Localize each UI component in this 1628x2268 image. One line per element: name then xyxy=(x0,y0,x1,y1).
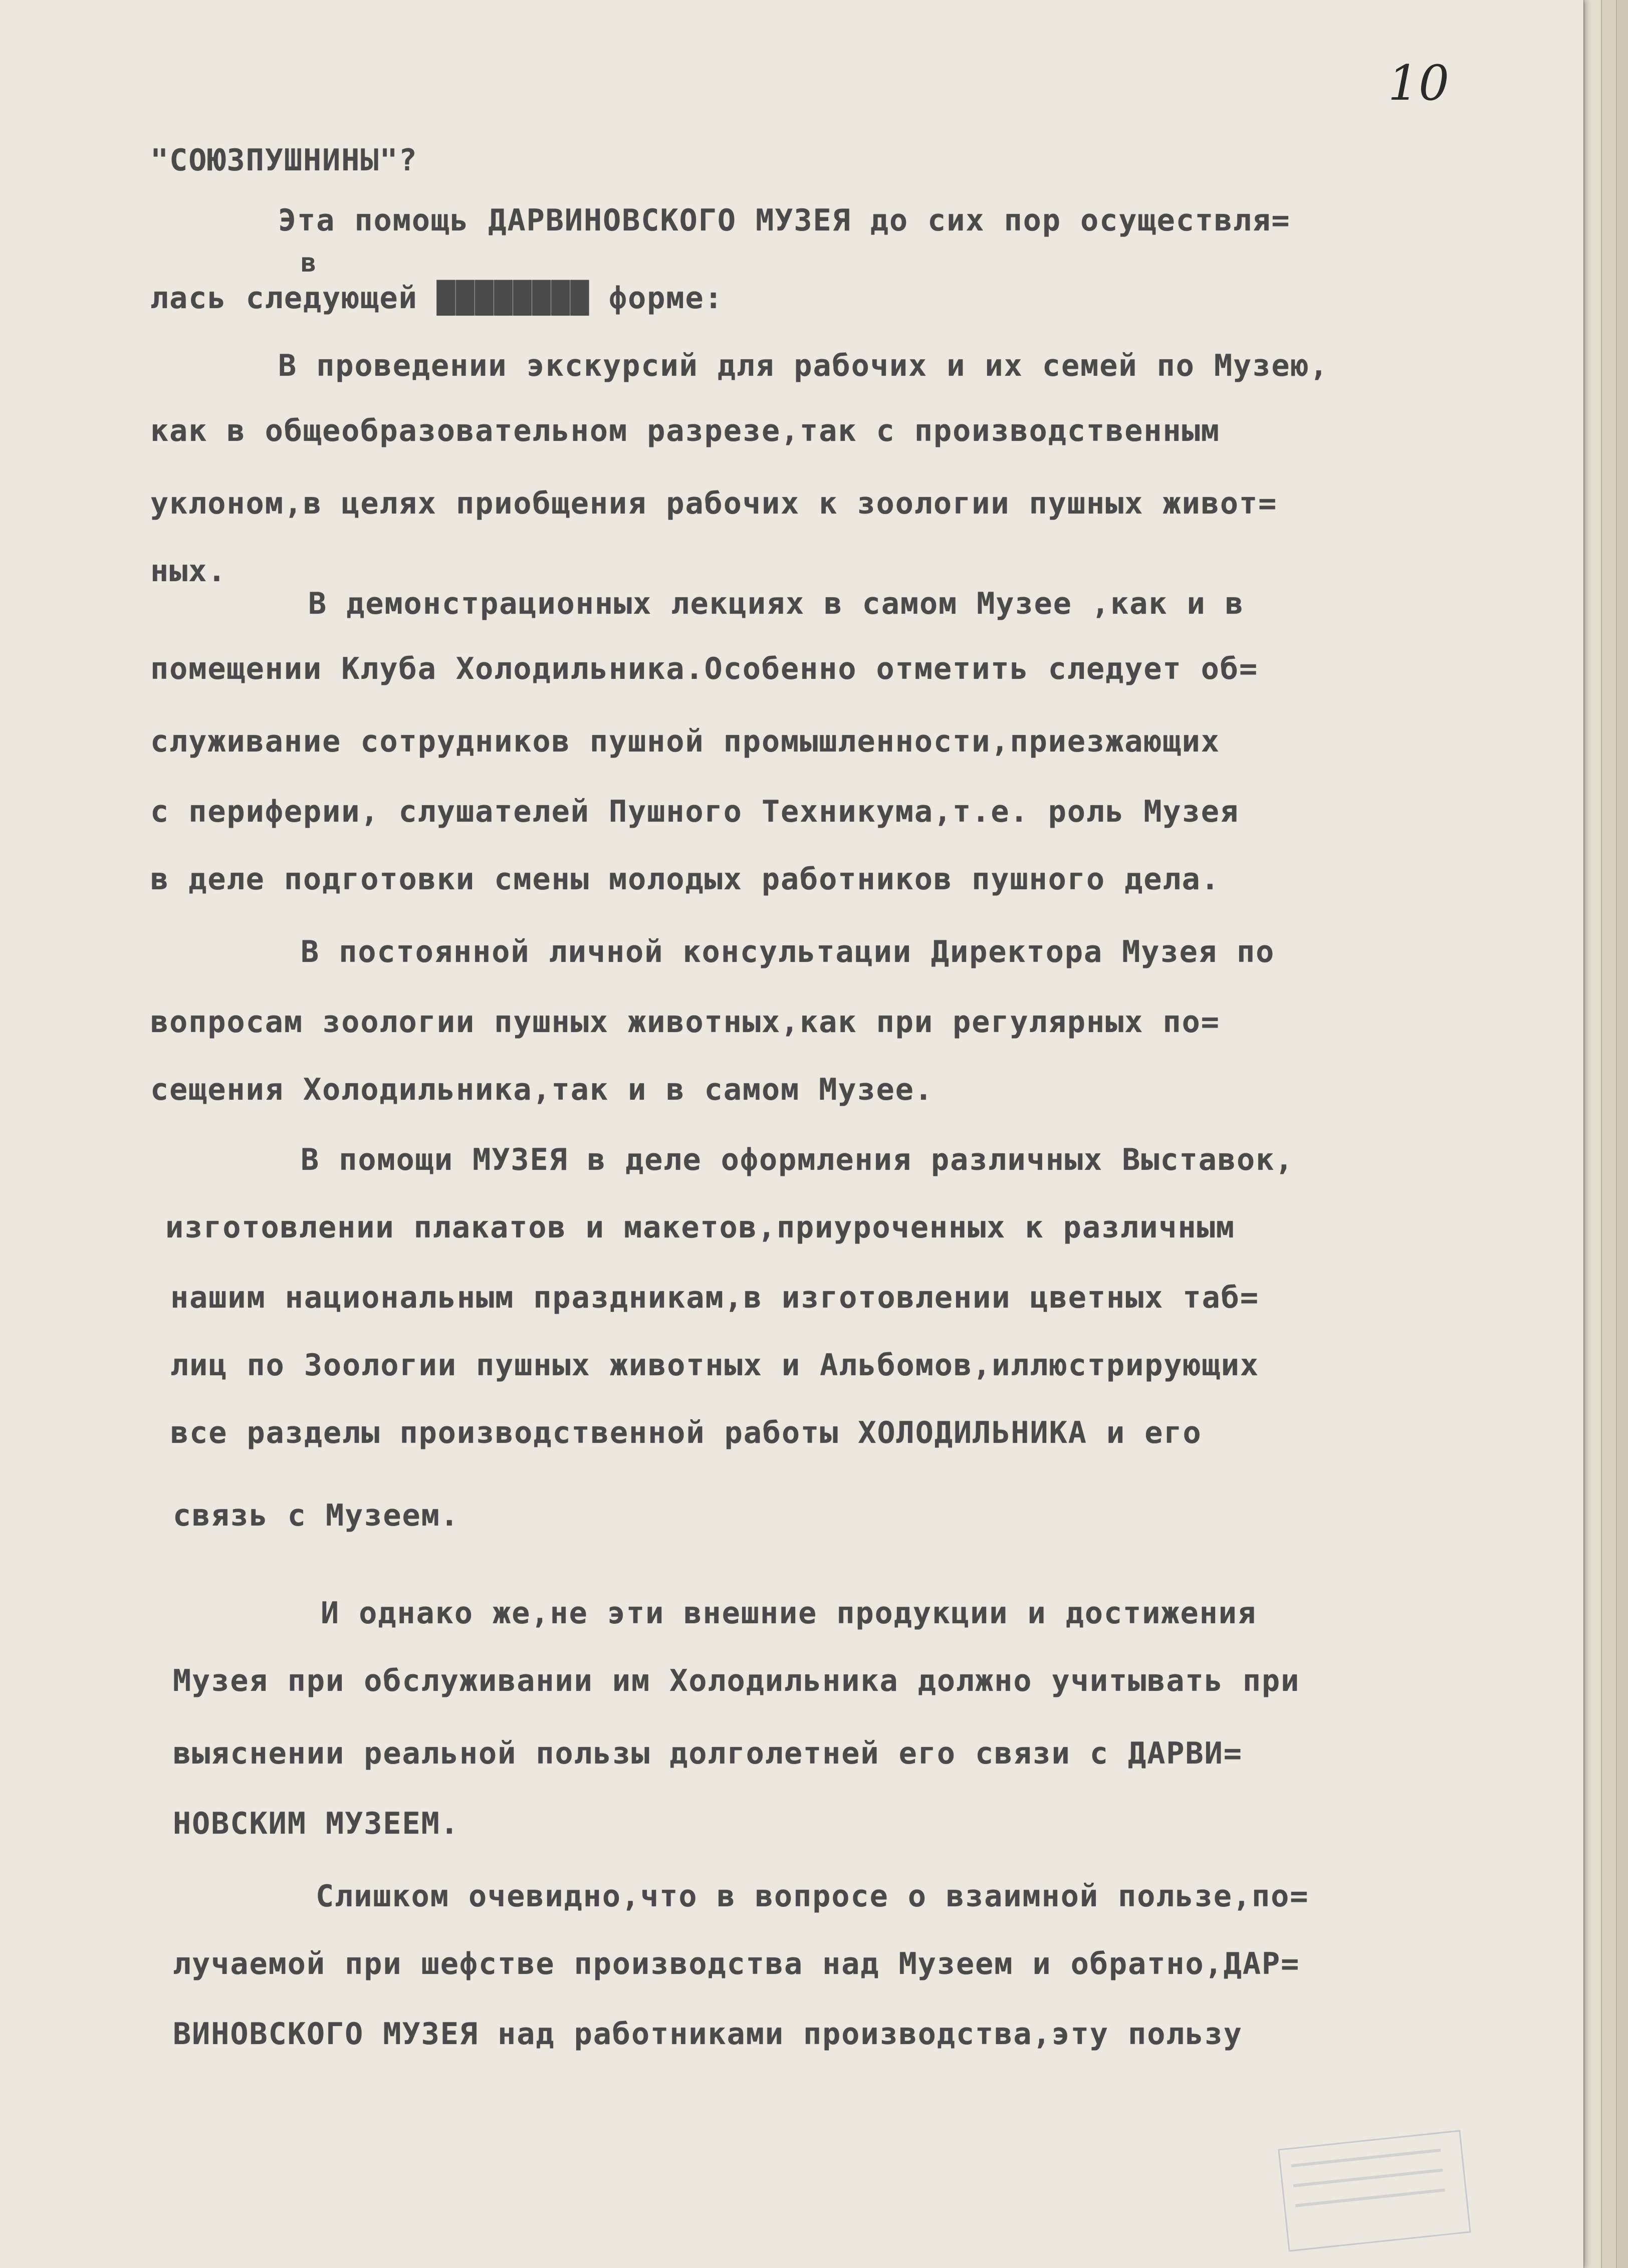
text-line: нашим национальным праздникам,в изготовлении цветных таб= xyxy=(170,1280,1260,1315)
text-line: сещения Холодильника,так и в самом Музее. xyxy=(150,1072,934,1107)
page-number: 10 xyxy=(1388,55,1450,111)
handwritten-insert-mark: в xyxy=(301,248,317,278)
text-line: в деле подготовки смены молодых работников пушного дела. xyxy=(150,862,1220,897)
text-line: Эта помощь ДАРВИНОВСКОГО МУЗЕЯ до сих пор осуществля= xyxy=(278,203,1291,238)
text-line: помещении Клуба Холодильника.Особенно отметить следует об= xyxy=(150,651,1259,686)
text-line: выяснении реальной пользы долголетней его связи с ДАРВИ= xyxy=(173,1736,1243,1771)
text-line: лучаемой при шефстве производства над Музеем и обратно,ДАР= xyxy=(173,1946,1300,1981)
text-line: В помощи МУЗЕЯ в деле оформления различных Выставок, xyxy=(301,1142,1294,1177)
text-line: уклоном,в целях приобщения рабочих к зоологии пушных живот= xyxy=(150,486,1278,521)
text-line: служивание сотрудников пушной промышленности,приезжающих xyxy=(150,724,1220,759)
text-line: изготовлении плакатов и макетов,приуроченных к различным xyxy=(165,1210,1235,1245)
text-line: В проведении экскурсий для рабочих и их семей по Музею, xyxy=(278,348,1329,383)
text-line: лиц по Зоологии пушных животных и Альбомов,иллюстрирующих xyxy=(170,1348,1260,1383)
text-line: И однако же,не эти внешние продукции и достижения xyxy=(321,1596,1257,1631)
text-line: ВИНОВСКОГО МУЗЕЯ над работниками производства,эту пользу xyxy=(173,2017,1243,2052)
text-line: все разделы производственной работы ХОЛОДИЛЬНИКА и его xyxy=(170,1415,1202,1450)
text-line: Слишком очевидно,что в вопросе о взаимной пользе,по= xyxy=(316,1879,1309,1914)
text-line: лась следующей ████████ форме: xyxy=(150,281,724,316)
text-line: НОВСКИМ МУЗЕЕМ. xyxy=(173,1806,459,1841)
faded-stamp xyxy=(1278,2130,1471,2251)
text-line: связь с Музеем. xyxy=(173,1498,459,1533)
text-line: Музея при обслуживании им Холодильника должно учитывать при xyxy=(173,1663,1300,1698)
text-line: ных. xyxy=(150,554,227,589)
page-stack-edge xyxy=(1616,0,1628,2268)
text-line: вопросам зоологии пушных животных,как при регулярных по= xyxy=(150,1004,1220,1040)
text-line: как в общеобразовательном разрезе,так с производственным xyxy=(150,413,1220,448)
text-line: В постоянной личной консультации Директора Музея по xyxy=(301,934,1275,969)
text-line: "СОЮЗПУШНИНЫ"? xyxy=(150,143,418,178)
text-line: В демонстрационных лекциях в самом Музее ,как и в xyxy=(308,586,1245,621)
text-line: с периферии, слушателей Пушного Техникума,т.е. роль Музея xyxy=(150,794,1240,829)
